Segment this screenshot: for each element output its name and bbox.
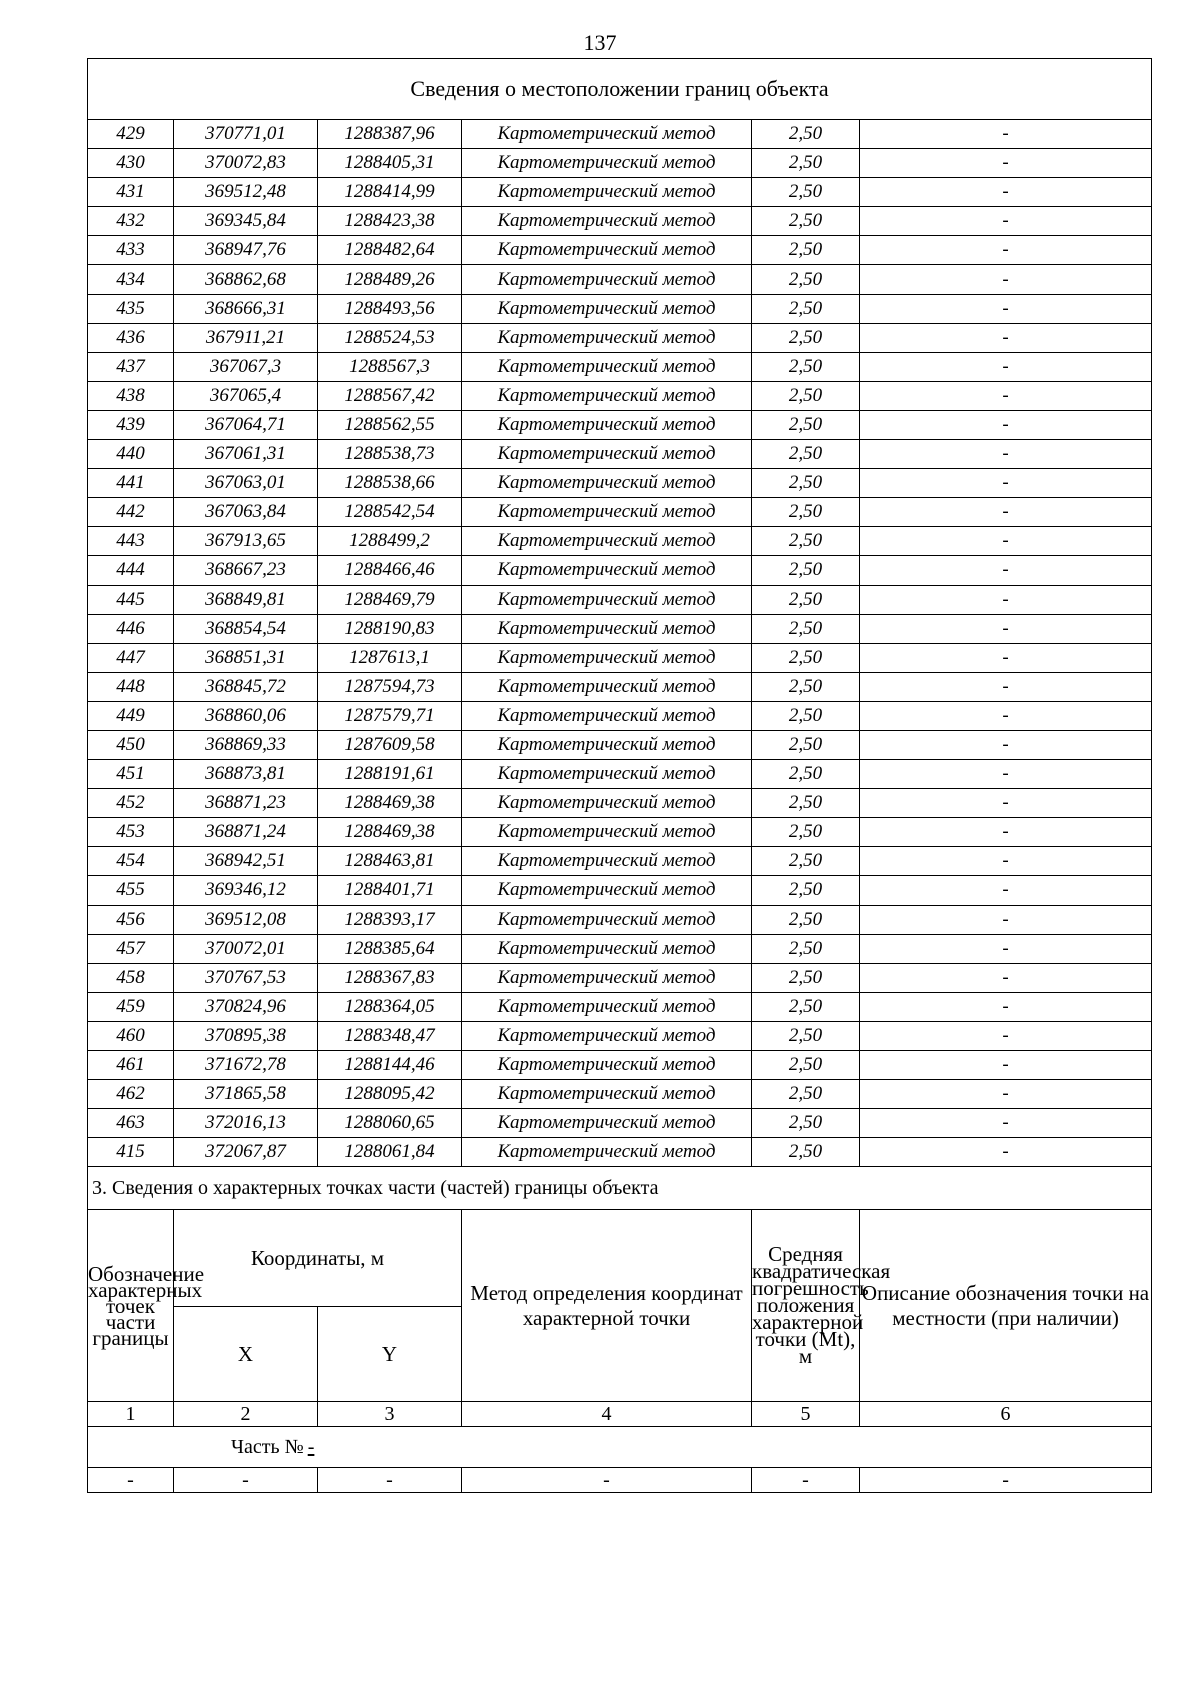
coord-y: 1288393,17 bbox=[318, 905, 462, 934]
header-method: Метод определения координат характерной точки bbox=[462, 1210, 752, 1402]
coord-x: 370767,53 bbox=[174, 963, 318, 992]
error: 2,50 bbox=[752, 149, 860, 178]
column-number: 2 bbox=[174, 1402, 318, 1427]
coord-y: 1288385,64 bbox=[318, 934, 462, 963]
table-row bbox=[88, 1051, 1152, 1080]
coord-y: 1288482,64 bbox=[318, 236, 462, 265]
description: - bbox=[860, 1109, 1152, 1138]
method: Картометрический метод bbox=[462, 789, 752, 818]
point-number: 460 bbox=[88, 1021, 174, 1050]
point-number: 447 bbox=[88, 643, 174, 672]
coord-y: 1288562,55 bbox=[318, 410, 462, 439]
point-number: 443 bbox=[88, 527, 174, 556]
point-number: 446 bbox=[88, 614, 174, 643]
coord-x: 367061,31 bbox=[174, 440, 318, 469]
error: 2,50 bbox=[752, 643, 860, 672]
coord-x: 370895,38 bbox=[174, 1021, 318, 1050]
point-number: 457 bbox=[88, 934, 174, 963]
method: Картометрический метод bbox=[462, 236, 752, 265]
coord-x: 369512,48 bbox=[174, 178, 318, 207]
header-error: Средняя квадратическая погрешность положения характерной точки (Mt), м bbox=[752, 1210, 860, 1402]
column-number: 1 bbox=[88, 1402, 174, 1427]
description: - bbox=[860, 120, 1152, 149]
coord-y: 1288348,47 bbox=[318, 1021, 462, 1050]
coord-x: 368667,23 bbox=[174, 556, 318, 585]
method: Картометрический метод bbox=[462, 178, 752, 207]
coord-x: 370771,01 bbox=[174, 120, 318, 149]
error: 2,50 bbox=[752, 760, 860, 789]
point-number: 430 bbox=[88, 149, 174, 178]
point-number: 459 bbox=[88, 992, 174, 1021]
coord-x: 370072,01 bbox=[174, 934, 318, 963]
error: 2,50 bbox=[752, 556, 860, 585]
coord-x: 367065,4 bbox=[174, 381, 318, 410]
coord-y: 1288191,61 bbox=[318, 760, 462, 789]
description: - bbox=[860, 730, 1152, 759]
points-body bbox=[88, 120, 1152, 1167]
coord-y: 1288414,99 bbox=[318, 178, 462, 207]
coord-y: 1288469,38 bbox=[318, 789, 462, 818]
method: Картометрический метод bbox=[462, 410, 752, 439]
table-row bbox=[88, 701, 1152, 730]
header-description: Описание обозначения точки на местности (при наличии) bbox=[860, 1210, 1152, 1402]
error: 2,50 bbox=[752, 207, 860, 236]
coord-y: 1287594,73 bbox=[318, 672, 462, 701]
description: - bbox=[860, 934, 1152, 963]
error: 2,50 bbox=[752, 120, 860, 149]
method: Картометрический метод bbox=[462, 847, 752, 876]
coord-x: 368871,23 bbox=[174, 789, 318, 818]
section3-title: 3. Сведения о характерных точках части (частей) границы объекта bbox=[88, 1167, 1152, 1210]
error: 2,50 bbox=[752, 236, 860, 265]
point-number: 448 bbox=[88, 672, 174, 701]
point-number: 429 bbox=[88, 120, 174, 149]
description: - bbox=[860, 1051, 1152, 1080]
coord-y: 1288542,54 bbox=[318, 498, 462, 527]
method: Картометрический метод bbox=[462, 934, 752, 963]
header-y: Y bbox=[318, 1307, 462, 1402]
point-number: 455 bbox=[88, 876, 174, 905]
coord-x: 368849,81 bbox=[174, 585, 318, 614]
coord-y: 1288567,3 bbox=[318, 352, 462, 381]
description: - bbox=[860, 323, 1152, 352]
method: Картометрический метод bbox=[462, 672, 752, 701]
empty-cell: - bbox=[318, 1468, 462, 1493]
part-label: Часть № bbox=[231, 1435, 304, 1458]
coord-x: 367063,01 bbox=[174, 469, 318, 498]
table-row bbox=[88, 643, 1152, 672]
point-number: 451 bbox=[88, 760, 174, 789]
method: Картометрический метод bbox=[462, 992, 752, 1021]
table-row bbox=[88, 818, 1152, 847]
method: Картометрический метод bbox=[462, 498, 752, 527]
method: Картометрический метод bbox=[462, 614, 752, 643]
description: - bbox=[860, 1021, 1152, 1050]
error: 2,50 bbox=[752, 1138, 860, 1167]
table-row bbox=[88, 556, 1152, 585]
coord-x: 367911,21 bbox=[174, 323, 318, 352]
description: - bbox=[860, 876, 1152, 905]
description: - bbox=[860, 1080, 1152, 1109]
point-number: 434 bbox=[88, 265, 174, 294]
coord-x: 372016,13 bbox=[174, 1109, 318, 1138]
coord-x: 368854,54 bbox=[174, 614, 318, 643]
method: Картометрический метод bbox=[462, 585, 752, 614]
method: Картометрический метод bbox=[462, 876, 752, 905]
column-numbers-row bbox=[88, 1402, 1152, 1427]
table-row bbox=[88, 440, 1152, 469]
coord-y: 1288466,46 bbox=[318, 556, 462, 585]
description: - bbox=[860, 1138, 1152, 1167]
table-row bbox=[88, 760, 1152, 789]
error: 2,50 bbox=[752, 410, 860, 439]
point-number: 415 bbox=[88, 1138, 174, 1167]
point-number: 431 bbox=[88, 178, 174, 207]
point-number: 444 bbox=[88, 556, 174, 585]
point-number: 433 bbox=[88, 236, 174, 265]
description: - bbox=[860, 701, 1152, 730]
table-row bbox=[88, 1109, 1152, 1138]
coord-x: 370824,96 bbox=[174, 992, 318, 1021]
table-row bbox=[88, 847, 1152, 876]
error: 2,50 bbox=[752, 789, 860, 818]
method: Картометрический метод bbox=[462, 207, 752, 236]
method: Картометрический метод bbox=[462, 818, 752, 847]
method: Картометрический метод bbox=[462, 905, 752, 934]
coord-x: 368942,51 bbox=[174, 847, 318, 876]
method: Картометрический метод bbox=[462, 440, 752, 469]
description: - bbox=[860, 440, 1152, 469]
description: - bbox=[860, 410, 1152, 439]
point-number: 435 bbox=[88, 294, 174, 323]
coord-x: 368851,31 bbox=[174, 643, 318, 672]
coord-x: 369346,12 bbox=[174, 876, 318, 905]
coord-x: 368873,81 bbox=[174, 760, 318, 789]
header-designation: Обозначение характерных точек части границы bbox=[88, 1210, 174, 1402]
coord-y: 1288493,56 bbox=[318, 294, 462, 323]
method: Картометрический метод bbox=[462, 352, 752, 381]
method: Картометрический метод bbox=[462, 730, 752, 759]
description: - bbox=[860, 905, 1152, 934]
header-row-1 bbox=[88, 1210, 1152, 1307]
point-number: 456 bbox=[88, 905, 174, 934]
method: Картометрический метод bbox=[462, 120, 752, 149]
method: Картометрический метод bbox=[462, 963, 752, 992]
point-number: 432 bbox=[88, 207, 174, 236]
method: Картометрический метод bbox=[462, 1021, 752, 1050]
point-number: 462 bbox=[88, 1080, 174, 1109]
column-number: 5 bbox=[752, 1402, 860, 1427]
coord-x: 368845,72 bbox=[174, 672, 318, 701]
table-title: Сведения о местоположении границ объекта bbox=[88, 59, 1152, 120]
table-row bbox=[88, 294, 1152, 323]
coord-y: 1288405,31 bbox=[318, 149, 462, 178]
method: Картометрический метод bbox=[462, 527, 752, 556]
coord-y: 1288499,2 bbox=[318, 527, 462, 556]
point-number: 461 bbox=[88, 1051, 174, 1080]
table-row bbox=[88, 236, 1152, 265]
description: - bbox=[860, 149, 1152, 178]
empty-cell: - bbox=[174, 1468, 318, 1493]
coord-x: 369512,08 bbox=[174, 905, 318, 934]
method: Картометрический метод bbox=[462, 294, 752, 323]
method: Картометрический метод bbox=[462, 469, 752, 498]
coord-y: 1288364,05 bbox=[318, 992, 462, 1021]
coord-y: 1288423,38 bbox=[318, 207, 462, 236]
description: - bbox=[860, 381, 1152, 410]
point-number: 450 bbox=[88, 730, 174, 759]
coord-x: 368869,33 bbox=[174, 730, 318, 759]
error: 2,50 bbox=[752, 1080, 860, 1109]
description: - bbox=[860, 789, 1152, 818]
error: 2,50 bbox=[752, 469, 860, 498]
table-row bbox=[88, 381, 1152, 410]
point-number: 453 bbox=[88, 818, 174, 847]
error: 2,50 bbox=[752, 730, 860, 759]
coord-y: 1288144,46 bbox=[318, 1051, 462, 1080]
method: Картометрический метод bbox=[462, 556, 752, 585]
method: Картометрический метод bbox=[462, 1080, 752, 1109]
coord-y: 1288538,66 bbox=[318, 469, 462, 498]
coord-x: 372067,87 bbox=[174, 1138, 318, 1167]
header-x: X bbox=[174, 1307, 318, 1402]
description: - bbox=[860, 614, 1152, 643]
method: Картометрический метод bbox=[462, 1138, 752, 1167]
method: Картометрический метод bbox=[462, 149, 752, 178]
table-row bbox=[88, 498, 1152, 527]
coord-y: 1288387,96 bbox=[318, 120, 462, 149]
table-row bbox=[88, 1021, 1152, 1050]
empty-row bbox=[88, 1468, 1152, 1493]
column-number: 3 bbox=[318, 1402, 462, 1427]
coord-y: 1288190,83 bbox=[318, 614, 462, 643]
part-row bbox=[88, 1427, 1152, 1468]
error: 2,50 bbox=[752, 352, 860, 381]
point-number: 454 bbox=[88, 847, 174, 876]
point-number: 442 bbox=[88, 498, 174, 527]
point-number: 440 bbox=[88, 440, 174, 469]
coord-x: 367063,84 bbox=[174, 498, 318, 527]
table-row bbox=[88, 905, 1152, 934]
error: 2,50 bbox=[752, 614, 860, 643]
description: - bbox=[860, 527, 1152, 556]
table-row bbox=[88, 963, 1152, 992]
table-row bbox=[88, 265, 1152, 294]
table-row bbox=[88, 585, 1152, 614]
error: 2,50 bbox=[752, 701, 860, 730]
coord-x: 367067,3 bbox=[174, 352, 318, 381]
empty-cell: - bbox=[88, 1468, 174, 1493]
table-row bbox=[88, 120, 1152, 149]
error: 2,50 bbox=[752, 178, 860, 207]
error: 2,50 bbox=[752, 527, 860, 556]
part-cell bbox=[88, 1427, 1152, 1468]
error: 2,50 bbox=[752, 672, 860, 701]
coord-x: 371672,78 bbox=[174, 1051, 318, 1080]
error: 2,50 bbox=[752, 992, 860, 1021]
error: 2,50 bbox=[752, 440, 860, 469]
error: 2,50 bbox=[752, 1021, 860, 1050]
column-number: 6 bbox=[860, 1402, 1152, 1427]
method: Картометрический метод bbox=[462, 1109, 752, 1138]
method: Картометрический метод bbox=[462, 760, 752, 789]
point-number: 438 bbox=[88, 381, 174, 410]
coord-y: 1288538,73 bbox=[318, 440, 462, 469]
description: - bbox=[860, 643, 1152, 672]
table-row bbox=[88, 178, 1152, 207]
description: - bbox=[860, 992, 1152, 1021]
method: Картометрический метод bbox=[462, 643, 752, 672]
description: - bbox=[860, 498, 1152, 527]
error: 2,50 bbox=[752, 1109, 860, 1138]
error: 2,50 bbox=[752, 381, 860, 410]
section3-row bbox=[88, 1167, 1152, 1210]
point-number: 437 bbox=[88, 352, 174, 381]
coord-x: 367064,71 bbox=[174, 410, 318, 439]
table-row bbox=[88, 730, 1152, 759]
coord-x: 368862,68 bbox=[174, 265, 318, 294]
method: Картометрический метод bbox=[462, 701, 752, 730]
coord-y: 1288567,42 bbox=[318, 381, 462, 410]
error: 2,50 bbox=[752, 818, 860, 847]
point-number: 436 bbox=[88, 323, 174, 352]
error: 2,50 bbox=[752, 265, 860, 294]
coord-y: 1288060,65 bbox=[318, 1109, 462, 1138]
table-row bbox=[88, 410, 1152, 439]
coord-y: 1287613,1 bbox=[318, 643, 462, 672]
table-row bbox=[88, 1080, 1152, 1109]
description: - bbox=[860, 760, 1152, 789]
empty-cell: - bbox=[752, 1468, 860, 1493]
point-number: 449 bbox=[88, 701, 174, 730]
method: Картометрический метод bbox=[462, 323, 752, 352]
method: Картометрический метод bbox=[462, 381, 752, 410]
table-row bbox=[88, 469, 1152, 498]
error: 2,50 bbox=[752, 963, 860, 992]
error: 2,50 bbox=[752, 498, 860, 527]
table-row bbox=[88, 614, 1152, 643]
coord-x: 370072,83 bbox=[174, 149, 318, 178]
table-row bbox=[88, 934, 1152, 963]
empty-cell: - bbox=[860, 1468, 1152, 1493]
error: 2,50 bbox=[752, 934, 860, 963]
coord-y: 1288061,84 bbox=[318, 1138, 462, 1167]
table-row bbox=[88, 323, 1152, 352]
coord-y: 1288469,79 bbox=[318, 585, 462, 614]
empty-cell: - bbox=[462, 1468, 752, 1493]
coord-x: 368871,24 bbox=[174, 818, 318, 847]
point-number: 445 bbox=[88, 585, 174, 614]
description: - bbox=[860, 265, 1152, 294]
coord-x: 371865,58 bbox=[174, 1080, 318, 1109]
error: 2,50 bbox=[752, 323, 860, 352]
part-value: - bbox=[307, 1435, 315, 1458]
description: - bbox=[860, 847, 1152, 876]
error: 2,50 bbox=[752, 294, 860, 323]
description: - bbox=[860, 236, 1152, 265]
coord-y: 1288524,53 bbox=[318, 323, 462, 352]
description: - bbox=[860, 207, 1152, 236]
method: Картометрический метод bbox=[462, 1051, 752, 1080]
table-row bbox=[88, 789, 1152, 818]
coord-y: 1288489,26 bbox=[318, 265, 462, 294]
coord-x: 369345,84 bbox=[174, 207, 318, 236]
description: - bbox=[860, 672, 1152, 701]
page-number: 137 bbox=[583, 30, 617, 55]
error: 2,50 bbox=[752, 847, 860, 876]
table-row bbox=[88, 1138, 1152, 1167]
coord-y: 1288367,83 bbox=[318, 963, 462, 992]
description: - bbox=[860, 818, 1152, 847]
table-row bbox=[88, 352, 1152, 381]
error: 2,50 bbox=[752, 1051, 860, 1080]
description: - bbox=[860, 178, 1152, 207]
description: - bbox=[860, 352, 1152, 381]
description: - bbox=[860, 469, 1152, 498]
error: 2,50 bbox=[752, 876, 860, 905]
table-row bbox=[88, 672, 1152, 701]
error: 2,50 bbox=[752, 905, 860, 934]
point-number: 463 bbox=[88, 1109, 174, 1138]
coord-y: 1288469,38 bbox=[318, 818, 462, 847]
coord-y: 1287579,71 bbox=[318, 701, 462, 730]
table-row bbox=[88, 876, 1152, 905]
description: - bbox=[860, 294, 1152, 323]
method: Картометрический метод bbox=[462, 265, 752, 294]
point-number: 441 bbox=[88, 469, 174, 498]
table-row bbox=[88, 992, 1152, 1021]
coord-y: 1288463,81 bbox=[318, 847, 462, 876]
coord-y: 1288401,71 bbox=[318, 876, 462, 905]
coord-x: 368947,76 bbox=[174, 236, 318, 265]
boundary-table bbox=[87, 58, 1152, 1493]
coord-x: 367913,65 bbox=[174, 527, 318, 556]
coord-y: 1287609,58 bbox=[318, 730, 462, 759]
header-coordinates: Координаты, м bbox=[174, 1210, 462, 1307]
table-row bbox=[88, 207, 1152, 236]
coord-y: 1288095,42 bbox=[318, 1080, 462, 1109]
description: - bbox=[860, 585, 1152, 614]
error: 2,50 bbox=[752, 585, 860, 614]
table-title-row bbox=[88, 59, 1152, 120]
point-number: 439 bbox=[88, 410, 174, 439]
coord-x: 368666,31 bbox=[174, 294, 318, 323]
description: - bbox=[860, 963, 1152, 992]
column-number: 4 bbox=[462, 1402, 752, 1427]
description: - bbox=[860, 556, 1152, 585]
table-row bbox=[88, 527, 1152, 556]
coord-x: 368860,06 bbox=[174, 701, 318, 730]
point-number: 452 bbox=[88, 789, 174, 818]
table-row bbox=[88, 149, 1152, 178]
point-number: 458 bbox=[88, 963, 174, 992]
